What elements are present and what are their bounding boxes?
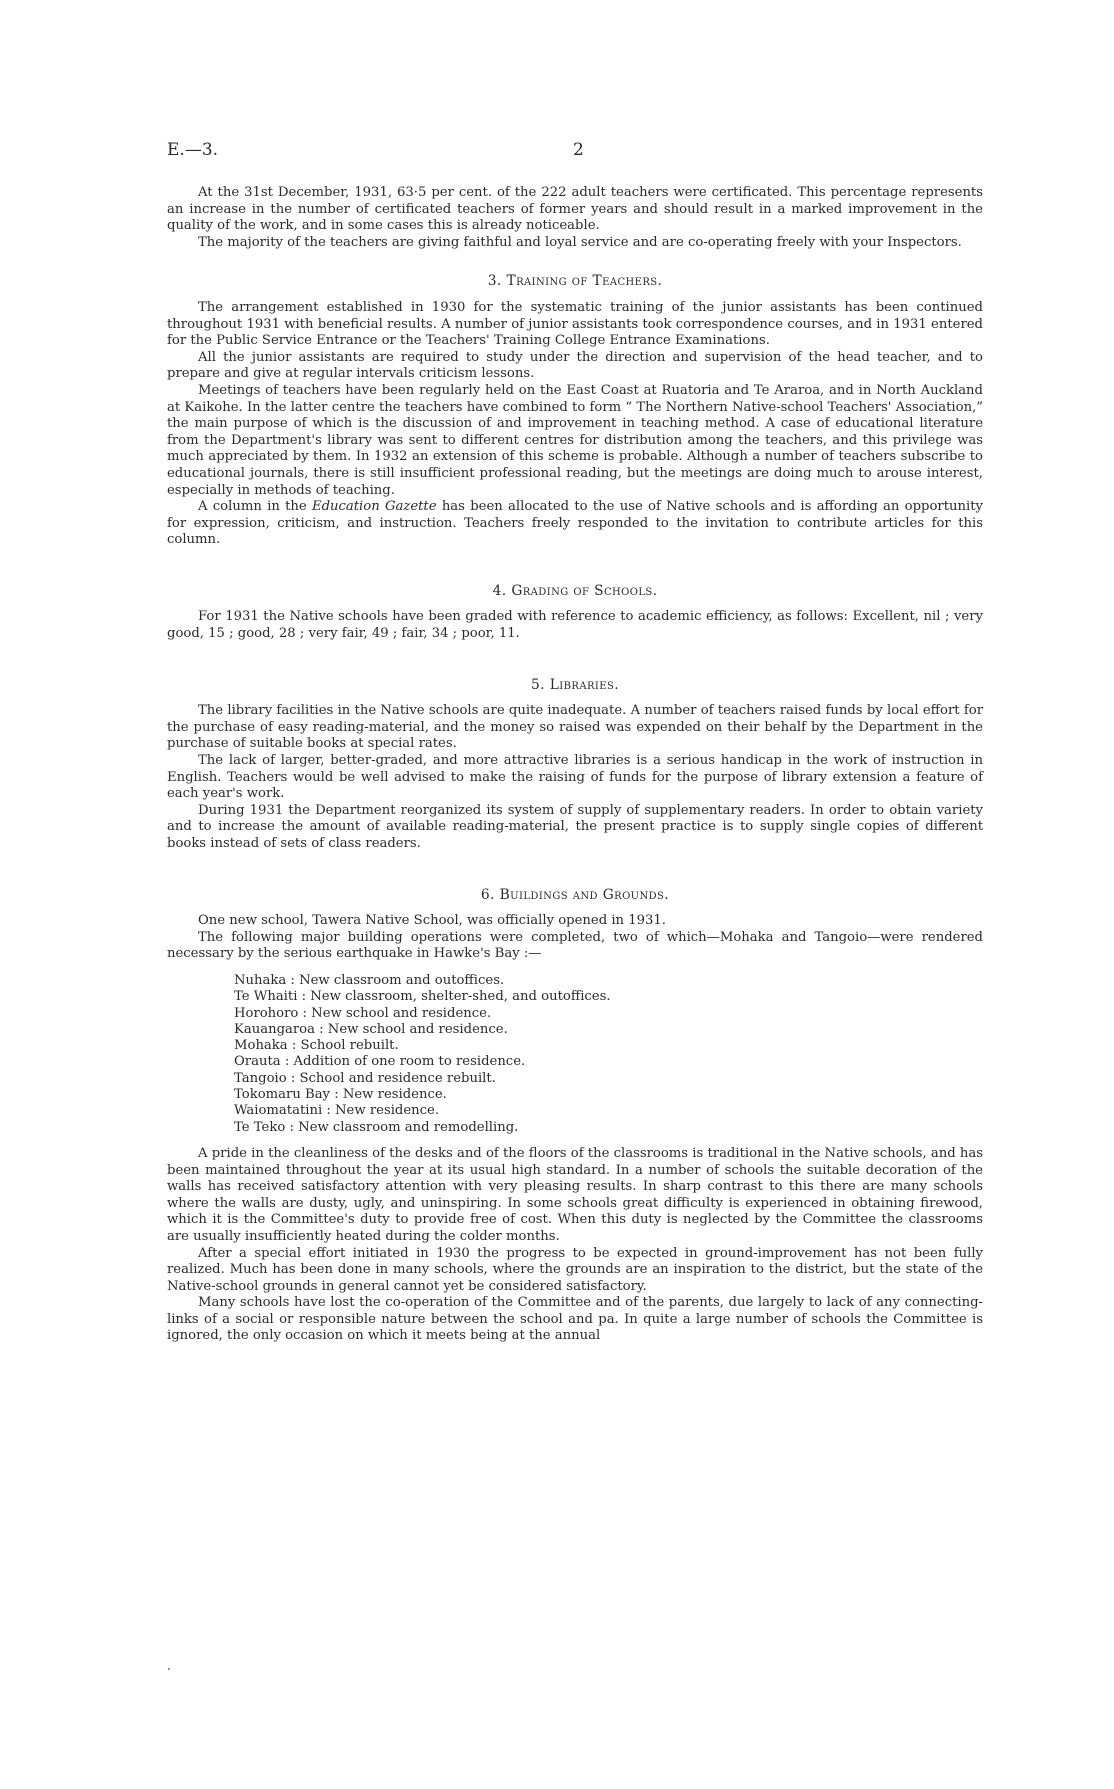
list-item: Te Teko : New classroom and remodelling. — [234, 1119, 519, 1135]
list-item: Kauangaroa : New school and residence. — [234, 1021, 508, 1037]
list-item: Waiomatatini : New residence. — [234, 1103, 440, 1119]
list-item: Nuhaka : New classroom and outoffices. — [234, 972, 505, 988]
building-works-list — [234, 973, 983, 1136]
publication-title: Education Gazette — [311, 499, 437, 515]
paragraph: After a special effort initiated in 1930 the progress to be expected in ground-improvement has not been fully realized. Much has been done in many schools, where the grounds are an inspiration to the district, but the state of the Native-school grounds in general cannot yet be considered satisfactory. — [167, 1245, 983, 1294]
paragraph: All the junior assistants are required to study under the direction and supervision of the head teacher, and to prepare and give at regular intervals criticism lessons. — [167, 349, 983, 382]
text-run: has been allocated to the use of Native schools and is affording an opportunity for expression, criticism, and instruction. Teachers freely responded to the invitation to contribute articles for this column. — [167, 499, 983, 548]
list-item: Te Whaiti : New classroom, shelter-shed, and outoffices. — [234, 989, 611, 1005]
paragraph: At the 31st December, 1931, 63·5 per cent. of the 222 adult teachers were certificated. This percentage represents an increase in the number of certificated teachers of former years and should result in a marked improvement in the quality of the work, and in some cases this is already noticeable. — [167, 185, 983, 234]
page-header — [167, 140, 984, 164]
paragraph: The majority of the teachers are giving faithful and loyal service and are co-operating freely with your Inspectors. — [198, 234, 962, 250]
list-item: Horohoro : New school and residence. — [234, 1005, 492, 1021]
paragraph: The library facilities in the Native schools are quite inadequate. A number of teachers raised funds by local effort for the purchase of easy reading-material, and the money so raised was expended on their behalf by the Department in the purchase of suitable books at special rates. — [167, 703, 983, 752]
scan-speck — [168, 1668, 170, 1670]
section-heading-libraries: 5. Libraries. — [531, 676, 619, 693]
paragraph: During 1931 the Department reorganized its system of supply of supplementary readers. In order to obtain variety and to increase the amount of available reading-material, the present practice is to supply single copies of different books instead of sets of class readers. — [167, 802, 983, 851]
paragraph: Meetings of teachers have been regularly held on the East Coast at Ruatoria and Te Araroa, and in North Auckland at Kaikohe. In the latter centre the teachers have combined to form “ The Northern Native-school Teachers' Association,” the main purpose of which is the discussion of and improvement in teaching method. A case of educational literature from the Department's library was sent to different centres for distribution among the teachers, and this privilege was much appreciated by them. In 1932 an extension of this scheme is probable. Although a number of teachers subscribe to educational journals, there is still insufficient professional reading, but the meetings are doing much to arouse interest, especially in methods of teaching. — [167, 382, 983, 498]
paragraph: The arrangement established in 1930 for the systematic training of the junior assistants has been continued throughout 1931 with beneficial results. A number of junior assistants took correspondence courses, and in 1931 entered for the Public Service Entrance or the Teachers' Training College Entrance Examinations. — [167, 299, 983, 349]
document-body — [167, 185, 983, 1345]
list-item: Tokomaru Bay : New residence. — [234, 1087, 447, 1103]
list-item: Tangoio : School and residence rebuilt. — [234, 1070, 496, 1086]
paragraph: One new school, Tawera Native School, was officially opened in 1931. — [198, 913, 667, 929]
page-number: 2 — [573, 140, 584, 160]
paragraph: A pride in the cleanliness of the desks and of the floors of the classrooms is traditional in the Native schools, and has been maintained throughout the year at its usual high standard. In a number of schools the suitable decoration of the walls has received satisfactory attention with very pleasing results. In sharp contrast to this there are many schools where the walls are dusty, ugly, and uninspiring. In some schools great difficulty is experienced in obtaining firewood, which it is the Committee's duty to provide free of cost. When this duty is neglected by the Committee the classrooms are usually insufficiently heated during the colder months. — [167, 1145, 983, 1244]
list-item: Orauta : Addition of one room to residence. — [234, 1054, 526, 1070]
paragraph: The lack of larger, better-graded, and more attractive libraries is a serious handicap in the work of instruction in English. Teachers would be well advised to make the raising of funds for the purpose of library extension a feature of each year's work. — [167, 753, 983, 802]
section-heading-buildings: 6. Buildings and Grounds. — [480, 886, 670, 903]
list-item: Mohaka : School rebuilt. — [234, 1038, 399, 1054]
paragraph: The following major building operations were completed, two of which—Mohaka and Tangoio—were rendered necessary by the serious earthquake in Hawke's Bay :— — [167, 929, 983, 962]
section-heading-training: 3. Training of Teachers. — [487, 273, 663, 290]
text-run: A column in the — [198, 499, 312, 515]
paragraph — [167, 499, 983, 549]
report-reference: E.—3. — [167, 140, 219, 160]
paragraph: For 1931 the Native schools have been graded with reference to academic efficiency, as follows: Excellent, nil ; very good, 15 ; good, 28 ; very fair, 49 ; fair, 34 ; poor, 11. — [167, 609, 983, 642]
paragraph: Many schools have lost the co-operation of the Committee and of the parents, due largely to lack of any connecting-links of a social or responsible nature between the school and pa. In quite a large number of schools the Committee is ignored, the only occasion on which it meets being at the annual — [167, 1295, 983, 1344]
section-heading-grading: 4. Grading of Schools. — [492, 582, 658, 599]
